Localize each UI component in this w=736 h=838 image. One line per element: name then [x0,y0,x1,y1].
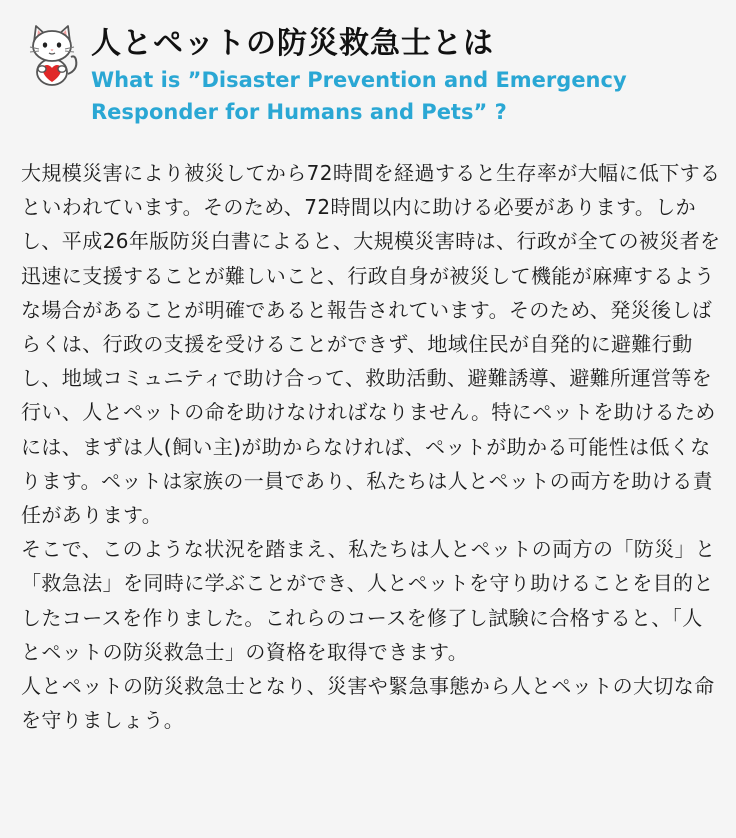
body-text [21,156,721,737]
paragraph: 人とペットの防災救急士となり、災害や緊急事態から人とペットの大切な命を守りましょう。 [21,674,715,733]
paragraph: 大規模災害により被災してから72時間を経過すると生存率が大幅に低下するといわれています。そのため、72時間以内に助ける必要があります。しかし、平成26年版防災白書によると、大規模災害時は、行政が全ての被災者を迅速に支援することが難しいこと、行政自身が被災して機能が麻痺するような場合があることが明確であると報告されています。そのため、発災後しばらくは、行政の支援を受けることができず、地域住民が自発的に避難行動し、地域コミュニティで助け合って、救助活動、避難誘導、避難所運営等を行い、人とペットの命を助けなければなりません。特にペットを助けるためには、まずは人(飼い主)が助からなければ、ペットが助かる可能性は低くなります。ペットは家族の一員であり、私たちは人とペットの両方を助ける責任があります。 [21,161,721,528]
page-subtitle: What is ”Disaster Prevention and Emergency Responder for Humans and Pets” ? [91,68,627,124]
paragraph: そこで、このような状況を踏まえ、私たちは人とペットの両方の「防災」と「救急法」を同時に学ぶことができ、人とペットを守り助けることを目的としたコースを作りました。これらのコースを修了し試験に合格すると、「人とペットの防災救急士」の資格を取得できます。 [21,537,716,664]
page-title: 人とペットの防災救急士とは [91,26,494,61]
cat-mascot-icon [24,22,80,88]
